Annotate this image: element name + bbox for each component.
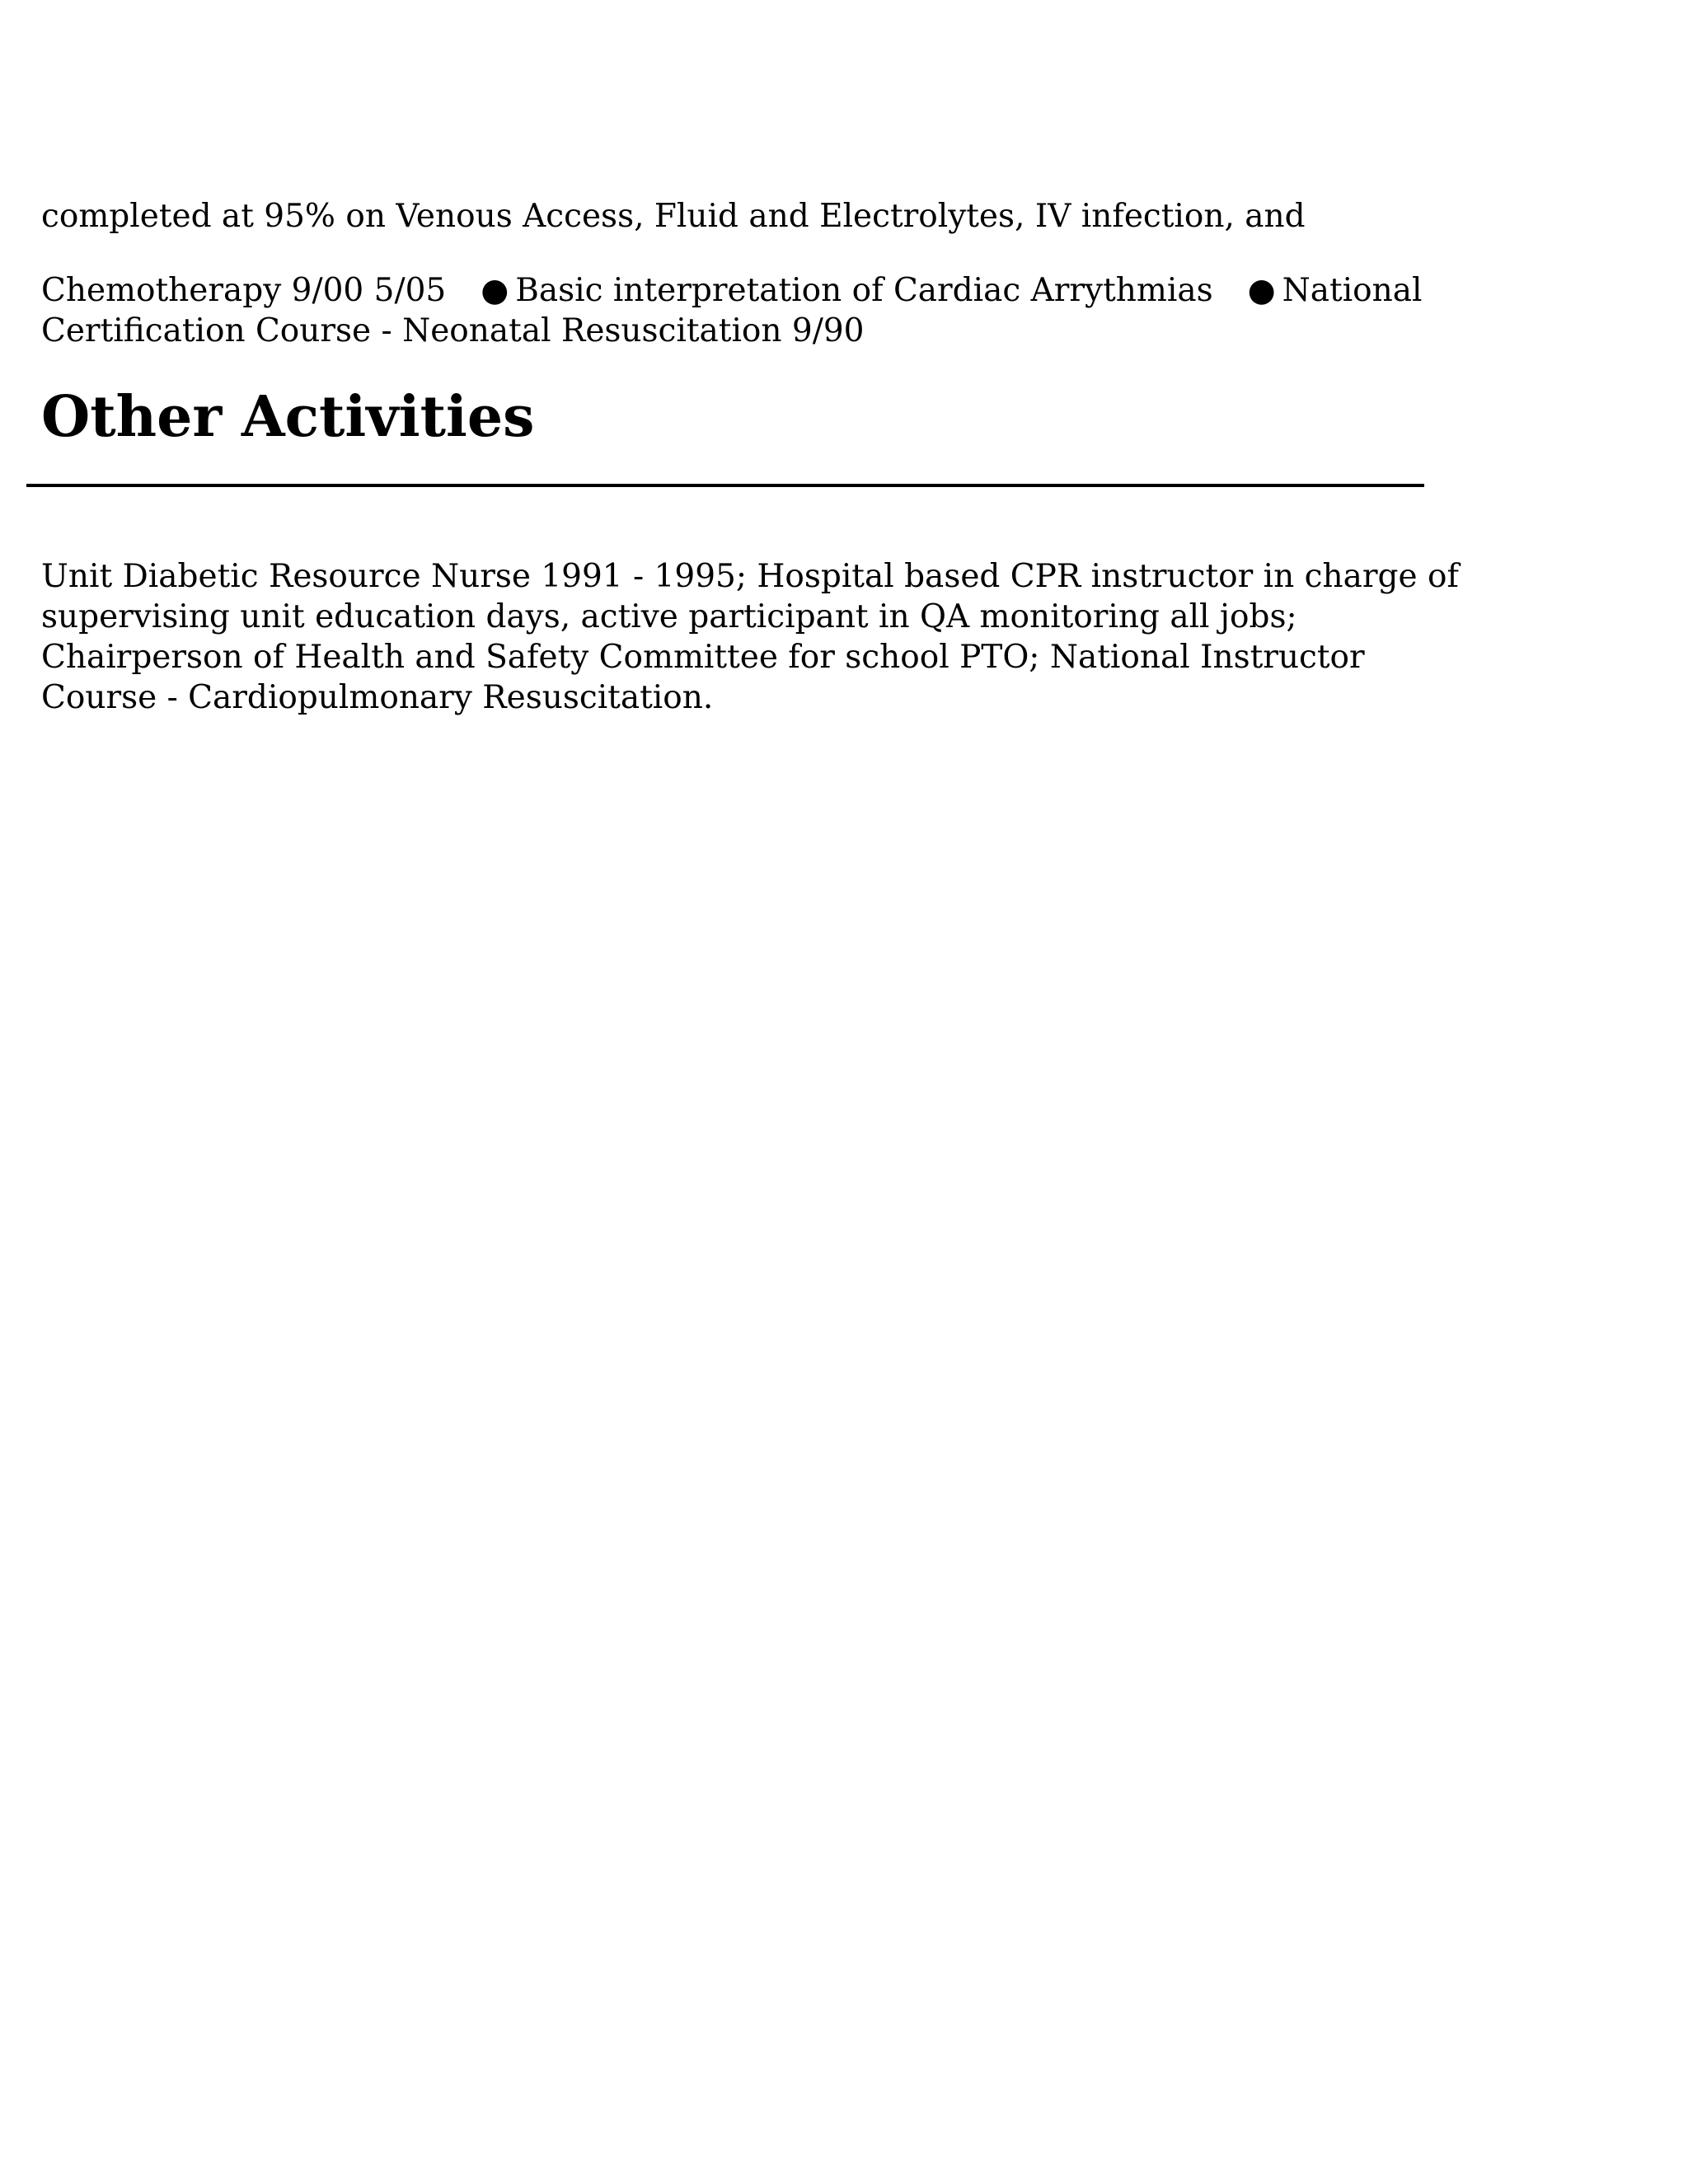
paragraph-line: Unit Diabetic Resource Nurse 1991 - 1995; Hospital based CPR instructor in charge of	[41, 558, 1459, 595]
certification-line-1: completed at 95% on Venous Access, Fluid and Electrolytes, IV infection, and	[41, 198, 1306, 235]
section-title-other-activities: Other Activities	[41, 384, 535, 450]
paragraph-line: Chairperson of Health and Safety Committee for school PTO; National Instructor	[41, 639, 1365, 676]
paragraph-line: Course - Cardiopulmonary Resuscitation.	[41, 679, 714, 716]
certification-item-chemotherapy: Chemotherapy 9/00 5/05	[41, 272, 447, 309]
certification-item-cardiac: Basic interpretation of Cardiac Arrythmias	[515, 272, 1213, 309]
certification-line-3: Certification Course - Neonatal Resuscitation 9/90	[41, 312, 865, 349]
paragraph-line: supervising unit education days, active participant in QA monitoring all jobs;	[41, 598, 1297, 635]
certification-line-2	[41, 270, 1423, 311]
certification-item-national: National	[1282, 272, 1423, 309]
bullet-icon: ●	[1247, 272, 1276, 309]
section-divider	[26, 484, 1424, 487]
bullet-icon: ●	[481, 272, 509, 309]
